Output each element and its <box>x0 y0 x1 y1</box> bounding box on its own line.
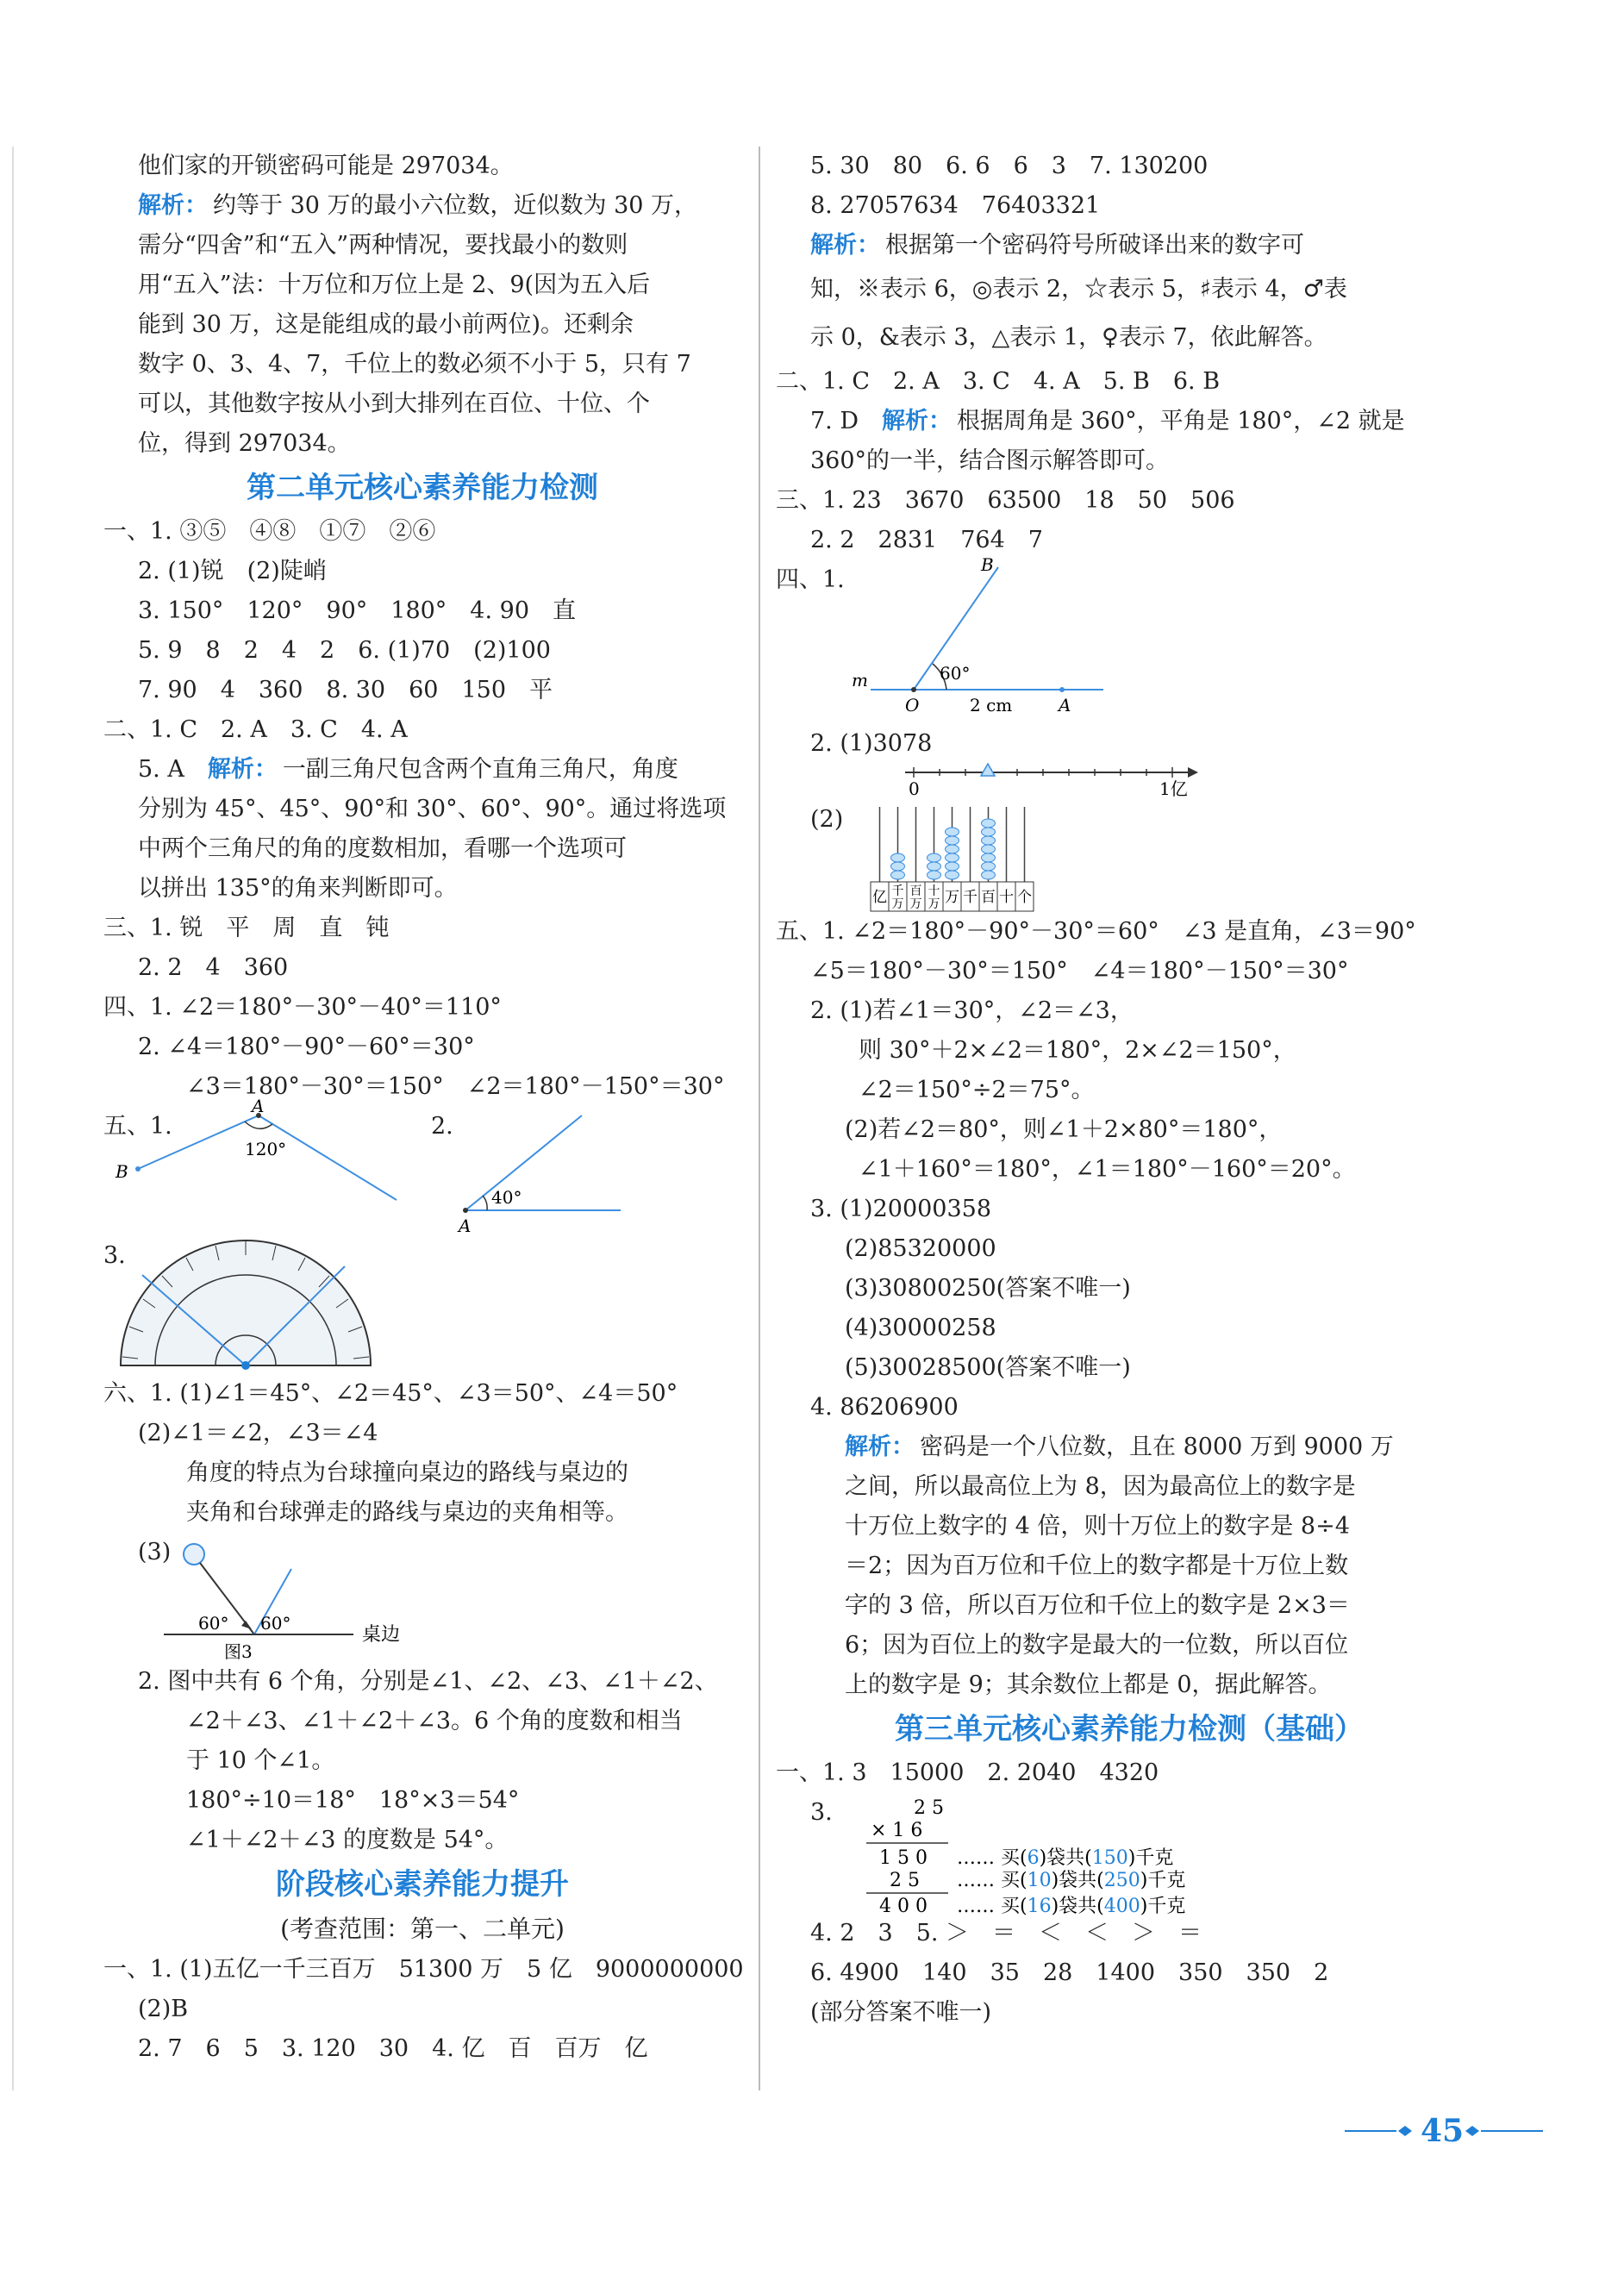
analysis-line: 中两个三角尺的角的度数相加，看哪一个选项可 <box>138 835 627 862</box>
answer-line: (2)∠1＝∠2，∠3＝∠4 <box>138 1420 378 1447</box>
diamond-icon <box>1398 2126 1412 2136</box>
answer-line: 五、1. ∠2＝180°－90°－30°＝60° ∠3 是直角，∠3＝90° <box>776 918 1416 945</box>
answer-line: 4. 2 3 5. ＞ ＝ ＜ ＜ ＞ ＝ <box>810 1920 1202 1946</box>
diamond-icon <box>1465 2126 1479 2136</box>
number-line <box>776 764 1483 800</box>
vertex-point <box>463 1208 468 1213</box>
analysis-text: 根据周角是 360°，平角是 180°，∠2 就是 <box>957 408 1405 434</box>
answer-line: 二、1. C 2. A 3. C 4. A <box>103 716 408 743</box>
answer-line: (部分答案不唯一) <box>810 1999 992 2026</box>
analysis-text: 密码是一个八位数，且在 8000 万到 9000 万 <box>920 1434 1394 1460</box>
analysis-line: ＝2；因为百万位和千位上的数字都是十万位上数 <box>845 1553 1349 1579</box>
label-a: A <box>252 1096 265 1116</box>
abacus-bead <box>946 853 959 862</box>
answer-line: 2. 2 4 360 <box>138 954 289 981</box>
analysis-line: 字的 3 倍，所以百万位和千位上的数字是 2×3＝ <box>845 1592 1350 1619</box>
abacus-bead <box>928 853 941 862</box>
answer-line: 一、1. (1)五亿一千三百万 51300 万 5 亿 9000000000 <box>103 1956 744 1983</box>
item-label: 2. <box>431 1113 453 1140</box>
ray <box>138 1115 259 1169</box>
angle-label: 60° <box>198 1613 229 1634</box>
answer-line: 6. 4900 140 35 28 1400 350 350 2 <box>810 1959 1329 1986</box>
abacus-bead <box>982 862 996 871</box>
label-o: O <box>905 695 920 715</box>
partial-product: 2 5 <box>890 1870 920 1891</box>
answer-line: 三、1. 锐 平 周 直 钝 <box>103 915 390 941</box>
analysis-line <box>776 1428 1483 1467</box>
item-label: 3. <box>103 1242 126 1269</box>
label-b: B <box>116 1161 128 1182</box>
answer-line: 角度的特点为台球撞向桌边的路线与桌边的 <box>186 1459 628 1486</box>
abacus-bead <box>946 836 959 845</box>
section-heading: 第三单元核心素养能力检测（基础） <box>895 1712 1364 1746</box>
answer-line: 2. 图中共有 6 个角，分别是∠1、∠2、∠3、∠1＋∠2、 <box>138 1668 718 1695</box>
answer-line: 夹角和台球弹走的路线与桌边的夹角相等。 <box>186 1499 628 1526</box>
analysis-line: 能到 30 万，这是能组成的最小前两位)。还剩余 <box>138 311 634 338</box>
section-heading: 阶段核心素养能力提升 <box>276 1867 569 1902</box>
angle-construction-drawing <box>776 554 1483 724</box>
abacus-bead <box>982 853 996 862</box>
analysis-line: 上的数字是 9；其余数位上都是 0，据此解答。 <box>845 1672 1332 1698</box>
place-value-label: 十 <box>928 884 940 898</box>
place-value-label: 万 <box>909 897 922 911</box>
angle-arc <box>483 1196 487 1210</box>
point-a <box>1059 687 1065 692</box>
abacus-drawing <box>776 800 1483 912</box>
answer-line: (4)30000258 <box>845 1315 996 1341</box>
number-line-drawing <box>776 764 1483 800</box>
item-label: (2) <box>810 806 844 833</box>
answer-line: (3)30800250(答案不唯一) <box>845 1275 1131 1302</box>
angle-arc <box>245 1122 272 1128</box>
abacus-bead <box>982 871 996 879</box>
ball-icon <box>184 1544 204 1565</box>
analysis-label: 解析： <box>845 1434 915 1460</box>
answer-line: 4. 86206900 <box>810 1394 959 1421</box>
item-label: (3) <box>138 1539 172 1565</box>
billiard-figure <box>103 1533 741 1662</box>
point-o <box>911 687 916 692</box>
answer-line: 二、1. C 2. A 3. C 4. A 5. B 6. B <box>776 368 1221 395</box>
analysis-line: 之间，所以最高位上为 8，因为最高位上的数字是 <box>845 1473 1356 1500</box>
abacus-bead <box>928 871 941 879</box>
label-a: A <box>459 1215 472 1236</box>
analysis-line <box>776 226 1483 266</box>
label-b: B <box>981 554 994 575</box>
item-label: 3. <box>810 1799 833 1826</box>
analysis-line <box>103 186 741 226</box>
abacus-bead <box>946 828 959 836</box>
analysis-line: 360°的一半，结合图示解答即可。 <box>810 447 1170 474</box>
answer-line: 7. 90 4 360 8. 30 60 150 平 <box>138 677 553 703</box>
section-subheading: (考查范围：第一、二单元) <box>280 1915 565 1943</box>
answer-line: (2)85320000 <box>845 1235 996 1262</box>
answer-line: 一、1. ③⑤ ④⑧ ①⑦ ②⑥ <box>103 518 436 545</box>
abacus-bead <box>982 819 996 828</box>
place-value-label: 万 <box>891 897 904 911</box>
abacus-bead <box>946 862 959 871</box>
angle-label: 40° <box>491 1187 522 1208</box>
answer-line: (2)若∠2＝80°，则∠1＋2×80°＝180°， <box>845 1116 1283 1143</box>
abacus-bead <box>946 845 959 853</box>
abacus-bead <box>946 871 959 879</box>
edge-label: 桌边 <box>362 1624 401 1646</box>
analysis-label: 解析： <box>810 232 880 259</box>
answer-line: ∠3＝180°－30°＝150° ∠2＝180°－150°＝30° <box>186 1073 725 1100</box>
angle-construction-figure <box>776 554 1483 724</box>
section-heading: 第二单元核心素养能力检测 <box>247 471 598 505</box>
answer-line: 四、1. ∠2＝180°－30°－40°＝110° <box>103 994 502 1021</box>
place-value-label: 万 <box>928 897 940 911</box>
multiplier: × 1 6 <box>871 1820 923 1841</box>
item-label: 五、1. <box>103 1113 172 1140</box>
arrow-head <box>241 1621 252 1629</box>
answer-line: 2. (1)锐 (2)陡峭 <box>138 558 327 584</box>
answer-line: 六、1. (1)∠1＝45°、∠2＝45°、∠3＝50°、∠4＝50° <box>103 1380 678 1407</box>
analysis-line: 数字 0、3、4、7，千位上的数必须不小于 5，只有 7 <box>138 351 691 378</box>
analysis-line: 可以，其他数字按从小到大排列在百位、十位、个 <box>138 391 650 417</box>
note-line: …… 买(16)袋共(400)千克 <box>957 1896 1186 1917</box>
multiplication-drawing <box>776 1793 1483 1917</box>
answer-line: 一、1. 3 15000 2. 2040 4320 <box>776 1759 1159 1786</box>
multiplicand: 2 5 <box>914 1797 944 1819</box>
abacus-bead <box>982 845 996 853</box>
axis-end-label: 1亿 <box>1159 778 1188 799</box>
right-column <box>776 147 1483 2033</box>
answer-line: 2. ∠4＝180°－90°－60°＝30° <box>138 1034 475 1060</box>
answer-line: ∠1＋∠2＋∠3 的度数是 54°。 <box>186 1827 509 1853</box>
abacus-bead <box>891 871 905 879</box>
abacus-bead <box>928 862 941 871</box>
answer-line: ∠1＋160°＝180°，∠1＝180°－160°＝20°。 <box>859 1156 1356 1183</box>
analysis-label: 解析： <box>882 408 952 434</box>
analysis-line: 十万位上数字的 4 倍，则十万位上的数字是 8÷4 <box>845 1513 1350 1540</box>
place-value-label: 亿 <box>872 889 887 906</box>
product: 4 0 0 <box>879 1896 928 1917</box>
angle-label: 60° <box>260 1613 291 1634</box>
item-label: 四、1. <box>776 566 845 593</box>
analysis-line: 示 0，&表示 3，△表示 1，♀表示 7，依此解答。 <box>810 324 1327 351</box>
figure-caption: 图3 <box>224 1641 253 1662</box>
axis-zero-label: 0 <box>909 778 920 799</box>
place-value-label: 个 <box>1017 889 1032 906</box>
abacus-bead <box>891 862 905 871</box>
place-value-label: 万 <box>945 889 959 906</box>
answer-line: 2. 7 6 5 3. 120 30 4. 亿 百 百万 亿 <box>138 2035 648 2062</box>
angle-figures <box>103 1096 741 1236</box>
length-label: 2 cm <box>970 695 1013 715</box>
answer-text: 7. D <box>810 408 859 434</box>
place-value-label: 千 <box>891 884 904 898</box>
answer-line: 3. 150° 120° 90° 180° 4. 90 直 <box>138 597 577 624</box>
answer-line: 三、1. 23 3670 63500 18 50 506 <box>776 487 1235 514</box>
protractor-figure <box>103 1236 741 1374</box>
page-number-text: 45 <box>1421 2113 1465 2149</box>
analysis-label: 解析： <box>138 192 208 219</box>
protractor-body <box>121 1240 371 1365</box>
analysis-label: 解析： <box>207 756 278 783</box>
answer-line: 2. (1)若∠1＝30°，∠2＝∠3， <box>810 997 1134 1024</box>
analysis-line: 6；因为百位上的数字是最大的一位数，所以百位 <box>845 1632 1349 1659</box>
abacus-bead <box>982 836 996 845</box>
answer-line: ∠2＋∠3、∠1＋∠2＋∠3。6 个角的度数和相当 <box>186 1708 683 1734</box>
answer-line: 2. 2 2831 764 7 <box>810 527 1043 553</box>
analysis-line: 用“五入”法：十万位和万位上是 2、9(因为五入后 <box>138 272 651 298</box>
axis-arrow <box>1188 767 1198 778</box>
answer-line: 他们家的开锁密码可能是 297034。 <box>138 153 514 179</box>
place-value-label: 千 <box>963 889 978 906</box>
left-column <box>103 147 744 2069</box>
marker-triangle <box>981 764 995 776</box>
analysis-line: 以拼出 135°的角来判断即可。 <box>138 875 458 902</box>
column-divider <box>759 147 760 2090</box>
abacus-bead <box>982 828 996 836</box>
answer-text: 5. A <box>138 756 184 783</box>
answer-line: 2. (1)3078 <box>810 730 933 757</box>
billiard-drawing <box>103 1533 741 1662</box>
answer-line: 5. 30 80 6. 6 6 3 7. 130200 <box>810 153 1209 179</box>
answer-line <box>776 402 1483 441</box>
angle-drawings <box>103 1096 741 1236</box>
label-m: m <box>852 670 868 690</box>
answer-line: (2)B <box>138 1996 189 2022</box>
vertical-multiplication <box>776 1793 1483 1917</box>
angle-label: 60° <box>940 663 971 684</box>
abacus-bead <box>891 853 905 862</box>
answer-line: 3. (1)20000358 <box>810 1196 992 1222</box>
note-line: …… 买(6)袋共(150)千克 <box>957 1847 1174 1869</box>
answer-line: 180°÷10＝18° 18°×3＝54° <box>186 1787 520 1814</box>
angle-label: 120° <box>245 1139 287 1159</box>
place-value-label: 十 <box>999 889 1014 906</box>
analysis-text: 根据第一个密码符号所破译出来的数字可 <box>885 232 1304 259</box>
partial-product: 1 5 0 <box>879 1847 928 1869</box>
point-b <box>135 1166 141 1172</box>
answer-line: 5. 9 8 2 4 2 6. (1)70 (2)100 <box>138 637 551 664</box>
analysis-text: 一副三角尺包含两个直角三角尺，角度 <box>282 756 678 783</box>
answer-line: 8. 27057634 76403321 <box>810 192 1101 219</box>
place-value-label: 百 <box>909 884 922 898</box>
vertex-point <box>241 1361 250 1370</box>
page-number <box>1345 2103 1552 2155</box>
answer-line <box>103 750 741 790</box>
place-value-label: 百 <box>981 889 996 906</box>
answer-line: 则 30°＋2×∠2＝180°，2×∠2＝150°， <box>859 1037 1296 1064</box>
analysis-line: 知，※表示 6，◎表示 2，☆表示 5，♯表示 4，♂表 <box>810 276 1347 303</box>
protractor-drawing <box>103 1236 741 1374</box>
note-line: …… 买(10)袋共(250)千克 <box>957 1870 1186 1891</box>
answer-line: ∠2＝150°÷2＝75°。 <box>859 1077 1095 1103</box>
abacus-figure <box>776 800 1483 912</box>
margin-rule <box>12 147 14 2090</box>
analysis-line: 位，得到 297034。 <box>138 430 351 457</box>
label-a: A <box>1059 695 1071 715</box>
answer-line: (5)30028500(答案不唯一) <box>845 1354 1131 1381</box>
answer-line: ∠5＝180°－30°＝150° ∠4＝180°－150°＝30° <box>810 958 1349 984</box>
analysis-text: 约等于 30 万的最小六位数，近似数为 30 万， <box>213 192 698 219</box>
analysis-line: 需分“四舍”和“五入”两种情况，要找最小的数则 <box>138 232 628 259</box>
analysis-line: 分别为 45°、45°、90°和 30°、60°、90°。通过将选项 <box>138 796 727 822</box>
answer-line: 于 10 个∠1。 <box>186 1747 335 1774</box>
